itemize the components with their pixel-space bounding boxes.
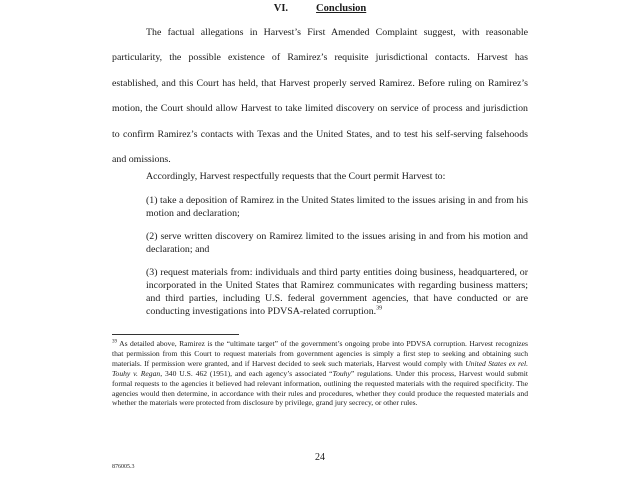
request-item-3	[146, 266, 528, 318]
footnote-case-name: United States ex rel. Touhy v. Regan	[112, 358, 529, 378]
section-title: Conclusion	[316, 3, 367, 14]
request-item-1: (1) take a deposition of Ramirez in the United States limited to the issues arising in and from his motion and declaration;	[146, 195, 528, 219]
footnote-touhy: Touhy	[332, 368, 351, 378]
footnote-text-b: , 340 U.S. 462 (1951), and each agency’s associated “	[160, 368, 333, 378]
request-item-2: (2) serve written discovery on Ramirez limited to the issues arising in and from his motion and declaration; and	[146, 231, 528, 255]
footnote	[112, 339, 528, 408]
page-number: 24	[315, 452, 325, 463]
footnote-reference[interactable]: 39	[376, 305, 383, 312]
section-number: VI.	[273, 3, 289, 14]
conclusion-paragraph-text: The factual allegations in Harvest’s First Amended Complaint suggest, with reasonable particularity, the possible existence of Ramirez’s requisite jurisdictional contacts. Harvest has established, and this Court has held, that Harvest properly served Ramirez. Before ruling on Ramirez’s motion, the Court should allow Harvest to take limited discovery on service of process and jurisdiction to confirm Ramirez’s contacts with Texas and the United States, and to test his self-serving falsehoods and omissions.	[112, 27, 528, 166]
footnote-separator	[112, 334, 239, 335]
request-intro: Accordingly, Harvest respectfully requests that the Court permit Harvest to:	[146, 171, 446, 182]
footnote-text-c: ” regulations. Under this process, Harvest would submit formal requests to the agencies it believed had relevant information, outlining the requested materials with the required specificity. The agencies would then determine, in accordance with their rules and procedures, whether they could produce the requested materials and whether the materials were protected from disclosure by privilege, grand jury secrecy, or other rules.	[112, 368, 528, 408]
footnote-number: 39	[112, 339, 117, 345]
request-item-3-text: (3) request materials from: individuals and third party entities doing business, headquartered, or incorporated in the United States that Ramirez communicates with regarding business matters; and third parties, including U.S. federal government agencies, that have conducted or are conducting investigations into PDVSA-related corruption.	[146, 267, 528, 317]
footnote-text-a: As detailed above, Ramirez is the “ultimate target” of the government’s ongoing probe into PDVSA corruption. Harvest recognizes that permission from this Court to request materials from government agencies is simply a first step to seeking and obtaining such materials. If permission were granted, and if Harvest decided to seek such materials, Harvest would comply with	[112, 339, 529, 368]
conclusion-paragraph	[112, 20, 528, 172]
document-id: 876005.3	[112, 464, 135, 470]
section-heading	[0, 3, 640, 14]
